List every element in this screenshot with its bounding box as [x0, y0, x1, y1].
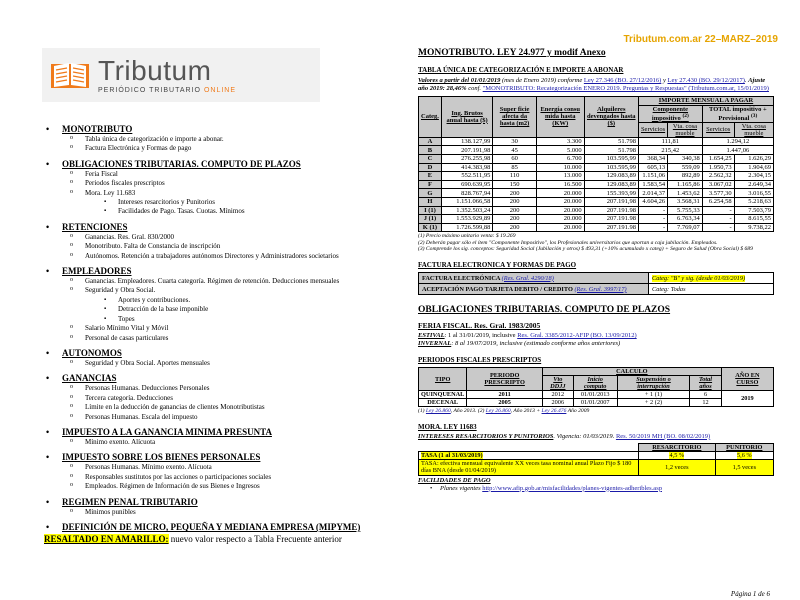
factura-table: FACTURA ELECTRÓNICA (Res. Gral. 4290/18) Categ: "B" y sig. (desde 01/03/2019) ACEPTACIÓN PAGO TARJETA DEBITO / CREDITO (Res. Gral. 3997/17) Categ: Todas — [418, 272, 774, 295]
toc-subitem[interactable]: o Monotributo. Falta de Constancia de inscripción — [44, 242, 384, 251]
table-row: I (1) 1.352.503,24 200 20.000 207.191.98 - 5.755,33 - 7.503,79 — [419, 206, 774, 215]
table-row: F 690.639,95 150 16.500 129.083,89 1.583,54 1.165,86 3.067,02 2.649,34 — [419, 180, 774, 189]
recategorizacion-link[interactable]: "MONOTRIBUTO: Recategorización ENERO 2019. Preguntas y Respuestas" (Tributum.com.ar, 15/01/2019) — [482, 85, 769, 92]
toc-subitem[interactable]: o Tabla única de categorización e importe a abonar. — [44, 135, 384, 144]
table-row: DECENAL 2005 2006 01/01/2007 + 2 (2) 12 — [419, 399, 774, 407]
feria-estival: ESTIVAL: 1 al 31/01/2019, inclusive Res. Gral. 3385/2012-AFIP (BO. 13/09/2012) — [418, 332, 637, 340]
intro-paragraph: Valores a partir del 01/01/2019 (mes de Enero 2019) conforme Ley 27.346 (BO. 27/12/2016) y Ley 27.430 (BO. 29/12/2017). Ajuste año 2019: 28,46% conf. "MONOTRIBUTO: Recategorización ENERO 2019. Preguntas y Respuestas" (Tributum.com.ar, 15/01/2019) — [418, 77, 769, 92]
monotributo-title: MONOTRIBUTO. LEY 24.977 y modif Anexo — [418, 48, 606, 58]
toc-section[interactable]: • IMPUESTO SOBRE LOS BIENES PERSONALES — [44, 452, 384, 463]
logo-subtitle: PERIÓDICO TRIBUTARIO ONLINE — [98, 86, 236, 94]
toc-subitem[interactable]: o Personas Humanas. Escala del impuesto — [44, 413, 384, 422]
mora-title: MORA. LEY 11683 — [418, 422, 477, 431]
toc-subsubitem[interactable]: ▪ Aportes y contribuciones. — [44, 296, 384, 305]
toc-section[interactable]: • OBLIGACIONES TRIBUTARIAS. COMPUTO DE PLAZOS — [44, 159, 384, 170]
table-row: G 828.767,94 200 20.000 155.393,99 2.014,37 1.453,62 3.577,30 3.016,55 — [419, 189, 774, 198]
toc-subsubitem[interactable]: ▪ Intereses resarcitorios y Punitorios — [44, 198, 384, 207]
toc-subsubitem[interactable]: ▪ Detracción de la base imponible — [44, 305, 384, 314]
table-notes — [418, 233, 774, 253]
book-logo-icon — [48, 58, 92, 92]
prescriptos-title: PERIODOS FISCALES PRESCRIPTOS — [418, 356, 542, 365]
toc-subitem[interactable]: o Personal de casas particulares — [44, 334, 384, 343]
categorization-table: Categ. Ing. Brutos anual hasta ($) Super ficie afecta da hasta (m2) Energía consu mida hasta (KW) Alquileres devengados hasta ($) IMPORTE MENSUAL A PAGAR Componente impositivo $^{(2)}$ TOTAL impositivo + Previsional $^{(3)}$ Servicios Vta. cosa mueble Servicios Vta. cosa mueble A 138.127,99 30 3.300 51.798 111,81 1.294,12 B 207.191,98 45 5.000 51.798 215,42 1.447,06 C 276.255,98 60 6.700 103.595,99 368,34 340,38 1.654,25 1.626,29 D 414.383,98 85 10.000 103.595,99 605,13 559,09 1.950,73 1.904,69 E 552.511,95 110 13.000 129.083,89 1.151,06 892,89 2.562,32 2.304,15 F 690.639,95 150 16.500 129.083,89 1.583,54 1.165,86 3.067,02 2.649,34 G 828.767,94 200 20.000 155.393,99 2.014,37 1.453,62 3.577,30 3.016,55 H 1.151.066,58 200 20.000 207.191,98 4.604,26 3.568,31 6.254,58 5.218,63 I (1) 1.352.503,24 200 20.000 207.191.98 - 5.755,33 - 7.503,79 J (1) 1.553.929,89 200 20.000 207.191.98 - 6.763,34 - 8.615,55 K (1) 1.726.599,88 200 20.000 207.191.98 - 7.769,07 - 9.738,22 — [418, 96, 774, 232]
footnote: (2) Deberán pagar sólo el ítem "Componente Impositivo", los Profesionales universitarios que aportan a caja jubilación. Empleados. — [418, 239, 718, 246]
tasa-marzo: TASA (1 al 31/03/2019) — [421, 451, 483, 459]
ley-27430-link[interactable]: Ley 27.430 (BO. 29/12/2017) — [667, 77, 745, 84]
toc-subitem[interactable]: o Tercera categoría. Deducciones — [44, 394, 384, 403]
site-header: Tributum.com.ar 22–MARZ–2019 — [623, 34, 778, 45]
toc-subitem[interactable]: o Factura Electrónica y Formas de pago — [44, 144, 384, 153]
res-50-2019-link[interactable]: Res. 50/2019 MH (BO. 08/02/2019) — [615, 432, 711, 440]
table-row: K (1) 1.726.599,88 200 20.000 207.191.98 - 7.769,07 - 9.738,22 — [419, 223, 774, 232]
planes-link[interactable]: http://www.afip.gob.ar/misfacilidades/planes-vigentes-adheribles.asp — [482, 484, 662, 492]
toc-section[interactable]: • REGIMEN PENAL TRIBUTARIO — [44, 497, 384, 508]
intereses-line: INTERESES RESARCITORIOS Y PUNITORIOS. Vigencia: 01/03/2019. Res. 50/2019 MH (BO. 08/02/2019) — [418, 432, 711, 440]
toc-section[interactable]: • DEFINICIÓN DE MICRO, PEQUEÑA Y MEDIANA EMPRESA (MIPYME) — [44, 522, 384, 533]
toc-subitem[interactable]: o Seguridad y Obra Social. — [44, 286, 384, 295]
toc-section[interactable]: • AUTONOMOS — [44, 348, 384, 359]
right-column — [418, 48, 774, 493]
factura-title: FACTURA ELECTRONICA Y FORMAS DE PAGO — [418, 261, 577, 270]
rg-3385-link[interactable]: Res. Gral. 3385/2012-AFIP (BO. 13/09/2012) — [517, 332, 637, 340]
toc-section[interactable]: • RETENCIONES — [44, 222, 384, 233]
table-row: J (1) 1.553.929,89 200 20.000 207.191.98 - 6.763,34 - 8.615,55 — [419, 215, 774, 224]
footnote: (3) Comprende los sig. conceptos: Seguridad Social (Jubilación y otros) $ 493,31 (+10% acumulado x categ) + Seguro de Salud (Obra Social) $ 689 — [418, 246, 753, 253]
toc-section[interactable]: • IMPUESTO A LA GANANCIA MINIMA PRESUNTA — [44, 427, 384, 438]
tasa-abril: TASA: efectiva mensual equivalente XX veces tasa nominal anual Plazo Fijo $ 180 días BNA (desde 01/04/2019) — [419, 459, 639, 475]
toc-subitem[interactable]: o Feria Fiscal — [44, 170, 384, 179]
rg-3997-link[interactable]: (Res. Gral. 3997/17) — [574, 285, 627, 293]
toc-section[interactable]: • EMPLEADORES — [44, 266, 384, 277]
factura-categ-highlight: Categ: "B" y sig. (desde 01/03/2019) — [652, 274, 746, 282]
table-row: B 207.191,98 45 5.000 51.798 215,42 1.447,06 — [419, 146, 774, 155]
toc-subitem[interactable]: o Salario Mínimo Vital y Móvil — [44, 324, 384, 333]
table-row: A 138.127,99 30 3.300 51.798 111,81 1.294,12 — [419, 137, 774, 146]
logo-title: Tributum — [98, 54, 212, 86]
prescriptos-note: (1) Ley 26.860, Año 2013. (2) Ley 26.860, Año 2013 + Ley 26.476 Año 2009 — [418, 408, 590, 415]
toc-subitem[interactable]: o Personas Humanas. Deducciones Personales — [44, 384, 384, 393]
table-row: H 1.151.066,58 200 20.000 207.191,98 4.604,26 3.568,31 6.254,58 5.218,63 — [419, 197, 774, 206]
toc-subitem[interactable]: o Ganancias. Empleadores. Cuarta categoría. Régimen de retención. Deducciones mensuales — [44, 277, 384, 286]
ley-26860-link[interactable]: Ley 26.860 — [425, 408, 451, 415]
feria-title: FERIA FISCAL. Res. Gral. 1983/2005 — [418, 321, 541, 331]
toc-subitem[interactable]: o Mínimo exento. Alícuota — [44, 438, 384, 447]
toc-subitem[interactable]: o Periodos fiscales prescriptos — [44, 179, 384, 188]
toc-subitem[interactable]: o Límite en la deducción de ganancias de clientes Monotributistas — [44, 403, 384, 412]
highlight-legend: RESALTADO EN AMARILLO: nuevo valor respecto a Tabla Frecuente anterior — [44, 534, 342, 544]
toc-subitem[interactable]: o Mínimos punibles — [44, 508, 384, 517]
ley-26476-link[interactable]: Ley 26.476 — [541, 408, 567, 415]
toc-subitem[interactable]: o Autónomos. Retención a trabajadores autónomos Directores y Administradores societarios — [44, 252, 384, 261]
toc-subsubitem[interactable]: ▪ Topes — [44, 315, 384, 324]
toc-subitem[interactable]: o Empleados. Régimen de Información de sus Bienes e Ingresos — [44, 482, 384, 491]
table-row: E 552.511,95 110 13.000 129.083,89 1.151,06 892,89 2.562,32 2.304,15 — [419, 172, 774, 181]
toc-section[interactable]: • GANANCIAS — [44, 373, 384, 384]
table-row: QUINQUENAL 2011 2012 01/01/2013 + 1 (1) 6 2019 — [419, 391, 774, 399]
tributum-logo — [42, 48, 320, 102]
table-title: TABLA ÚNICA DE CATEGORIZACIÓN E IMPORTE A ABONAR — [418, 66, 624, 74]
mora-table: RESARCITORIO PUNITORIO TASA (1 al 31/03/2019) 4,5 % 5,6 % TASA: efectiva mensual equivalente XX veces tasa nominal anual Plazo Fijo $ 180 días BNA (desde 01/04/2019) 1,2 veces 1,5 veces — [418, 443, 774, 476]
toc-subitem[interactable]: o Ganancias. Res. Gral. 830/2000 — [44, 233, 384, 242]
planes-vigentes: • Planes vigentes http://www.afip.gob.ar/misfacilidades/planes-vigentes-adheribles.asp — [430, 484, 662, 492]
table-row: D 414.383,98 85 10.000 103.595,99 605,13 559,09 1.950,73 1.904,69 — [419, 163, 774, 172]
feria-invernal: INVERNAL: 8 al 19/07/2019, inclusive (estimado conforme años anteriores) — [418, 340, 621, 348]
toc-subitem[interactable]: o Mora. Ley 11.683 — [44, 189, 384, 198]
facilidades-title: FACILIDADES DE PAGO — [418, 476, 491, 484]
page-number: Página 1 de 6 — [730, 590, 770, 598]
toc-subsubitem[interactable]: ▪ Facilidades de Pago. Tasas. Cuotas. Mínimos — [44, 207, 384, 216]
ley-26860-link-2[interactable]: Ley 26.860 — [485, 408, 511, 415]
table-row: C 276.255,98 60 6.700 103.595,99 368,34 340,38 1.654,25 1.626,29 — [419, 154, 774, 163]
toc-subitem[interactable]: o Responsables sustitutos por las acciones o participaciones sociales — [44, 473, 384, 482]
toc-section[interactable]: • MONOTRIBUTO — [44, 124, 384, 135]
rg-4290-link[interactable]: (Res. Gral. 4290/18) — [501, 274, 554, 282]
table-of-contents — [44, 124, 384, 535]
footnote: (1) Precio máximo unitario venta: $ 19.269 — [418, 233, 516, 240]
highlight-label: RESALTADO EN AMARILLO: — [44, 534, 169, 544]
obligaciones-title: OBLIGACIONES TRIBUTARIAS. COMPUTO DE PLAZOS — [418, 305, 671, 316]
toc-subitem[interactable]: o Seguridad y Obra Social. Aportes mensuales — [44, 359, 384, 368]
toc-subitem[interactable]: o Personas Humanas. Mínimo exento. Alícuota — [44, 463, 384, 472]
ley-27346-link[interactable]: Ley 27.346 (BO. 27/12/2016) — [583, 77, 662, 84]
prescriptos-table: TIPO PERIODO PRESCRIPTO CALCULO AÑO EN CURSO Vto DDJJ Inicio computo Suspensión o interrupción Total años QUINQUENAL 2011 2012 01/01/2013 + 1 (1) 6 2019 DECENAL 2005 2006 01/01/2007 + 2 (2) 12 — [418, 367, 774, 407]
